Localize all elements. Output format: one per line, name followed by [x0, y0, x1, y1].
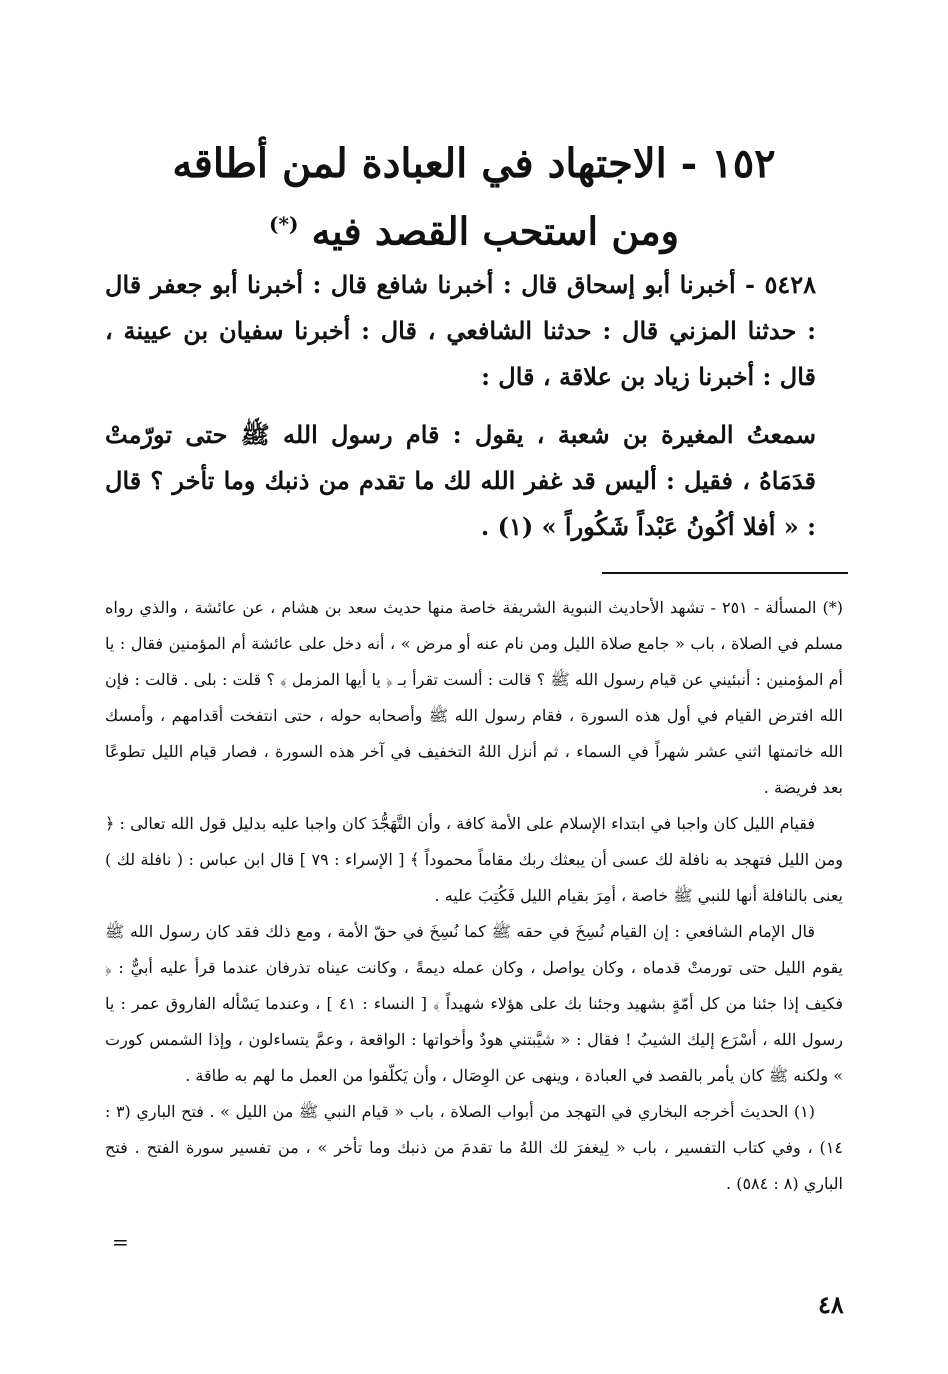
footnote-star-paragraph: قال الإمام الشافعي : إن القيام نُسِخَ في حقه ﷺ كما نُسِخَ في حقّ الأمة ، ومع ذلك فقد كان رسول الله ﷺ يقوم الليل حتى تورمتْ قدماه ، وكان يواصل ، وكان عمله ديمةً ، وكانت عيناه تذرفان عندما قرأ عليه أبيٌّ : ﴿ فكيف إذا جئنا من كل أمّةٍ بشهيد وجئنا بك على هؤلاء شهيداً ﴾ [ النساء : ٤١ ] ، وعندما يَسْأله الفاروق عمر : يا رسول الله ، أسْرَع إليك الشيبُ ! فقال : « شيَّبتني هودٌ وأخواتها : الواقعة ، وعمَّ يتساءلون ، وإذا الشمس كورت » ولكنه ﷺ كان يأمر بالقصد في العبادة ، وينهى عن الوِصَال ، وأن يَكلّفوا من العمل ما لهم به طاقة .: [105, 922, 843, 1085]
footnote-marker: (*): [269, 212, 299, 236]
continuation-mark: =: [112, 1230, 129, 1254]
chapter-title: ١٥٢ - الاجتهاد في العبادة لمن أطاقه: [172, 140, 776, 187]
footnote-divider: [602, 572, 848, 574]
footnote-star-paragraph: فقيام الليل كان واجبا في ابتداء الإسلام على الأمة كافة ، وأن التَّهَجُّدَ كان واجبا عليه بدليل قول الله تعالى : ﴿ ومن الليل فتهجد به نافلة لك عسى أن يبعثك ربك مقاماً محموداً ﴾ [ الإسراء : ٧٩ ] قال ابن عباس : ( نافلة لك ) يعنى بالنافلة أنها للنبي ﷺ خاصة ، أمِرَ بقيام الليل فَكُتِبَ عليه .: [105, 814, 844, 905]
page-number: ٤٨: [818, 1290, 844, 1319]
footnote-star-paragraph: (*) المسألة - ٢٥١ - تشهد الأحاديث النبوية الشريفة خاصة منها حديث سعد بن هشام ، عن عائشة ، والذي رواه مسلم في الصلاة ، باب « جامع صلاة الليل ومن نام عنه أو مرض » ، أنه دخل على عائشة أم المؤمنين فقال : يا أم المؤمنين : أنبئيني عن قيام رسول الله ﷺ ؟ قالت : ألست تقرأ بـ ﴿ يا أيها المزمل ﴾ ؟ قلت : بلى . قالت : فإن الله افترض القيام في أول هذه السورة ، فقام رسول الله ﷺ وأصحابه حوله ، حتى انتفخت أقدامهم ، وأمسك الله خاتمتها اثني عشر شهراً في السماء ، ثم أنزل اللهُ التخفيف في آخر هذه السورة ، فصار قيام الليل تطوعًا بعد فريضة .: [105, 598, 843, 797]
hadith-body: [105, 262, 816, 550]
hadith-matn: سمعتُ المغيرة بن شعبة ، يقول : قام رسول الله ﷺ حتى تورّمتْ قدَمَاهُ ، فقيل : أليس قد غفر الله لك ما تقدم من ذنبك وما تأخر ؟ قال : « أفلا أكُونُ عَبْداً شَكُوراً » (١) .: [105, 420, 816, 541]
chapter-subtitle: [120, 200, 828, 256]
footnotes: [105, 590, 843, 1202]
chapter-subtitle-text: ومن استحب القصد فيه: [311, 208, 679, 254]
hadith-isnad: ٥٤٢٨ - أخبرنا أبو إسحاق قال : أخبرنا شافع قال : أخبرنا أبو جعفر قال : حدثنا المزني قال : حدثنا الشافعي ، قال : أخبرنا سفيان بن عيينة ، قال : أخبرنا زياد بن علاقة ، قال :: [105, 270, 816, 391]
footnote-one: (١) الحديث أخرجه البخاري في التهجد من أبواب الصلاة ، باب « قيام النبي ﷺ من الليل » . فتح الباري (٣ : ١٤) ، وفي كتاب التفسير ، باب « لِيغفرَ لك اللهُ ما تقدمَ من ذنبك وما تأخر » ، من تفسير سورة الفتح . فتح الباري (٨ : ٥٨٤) .: [105, 1102, 843, 1193]
